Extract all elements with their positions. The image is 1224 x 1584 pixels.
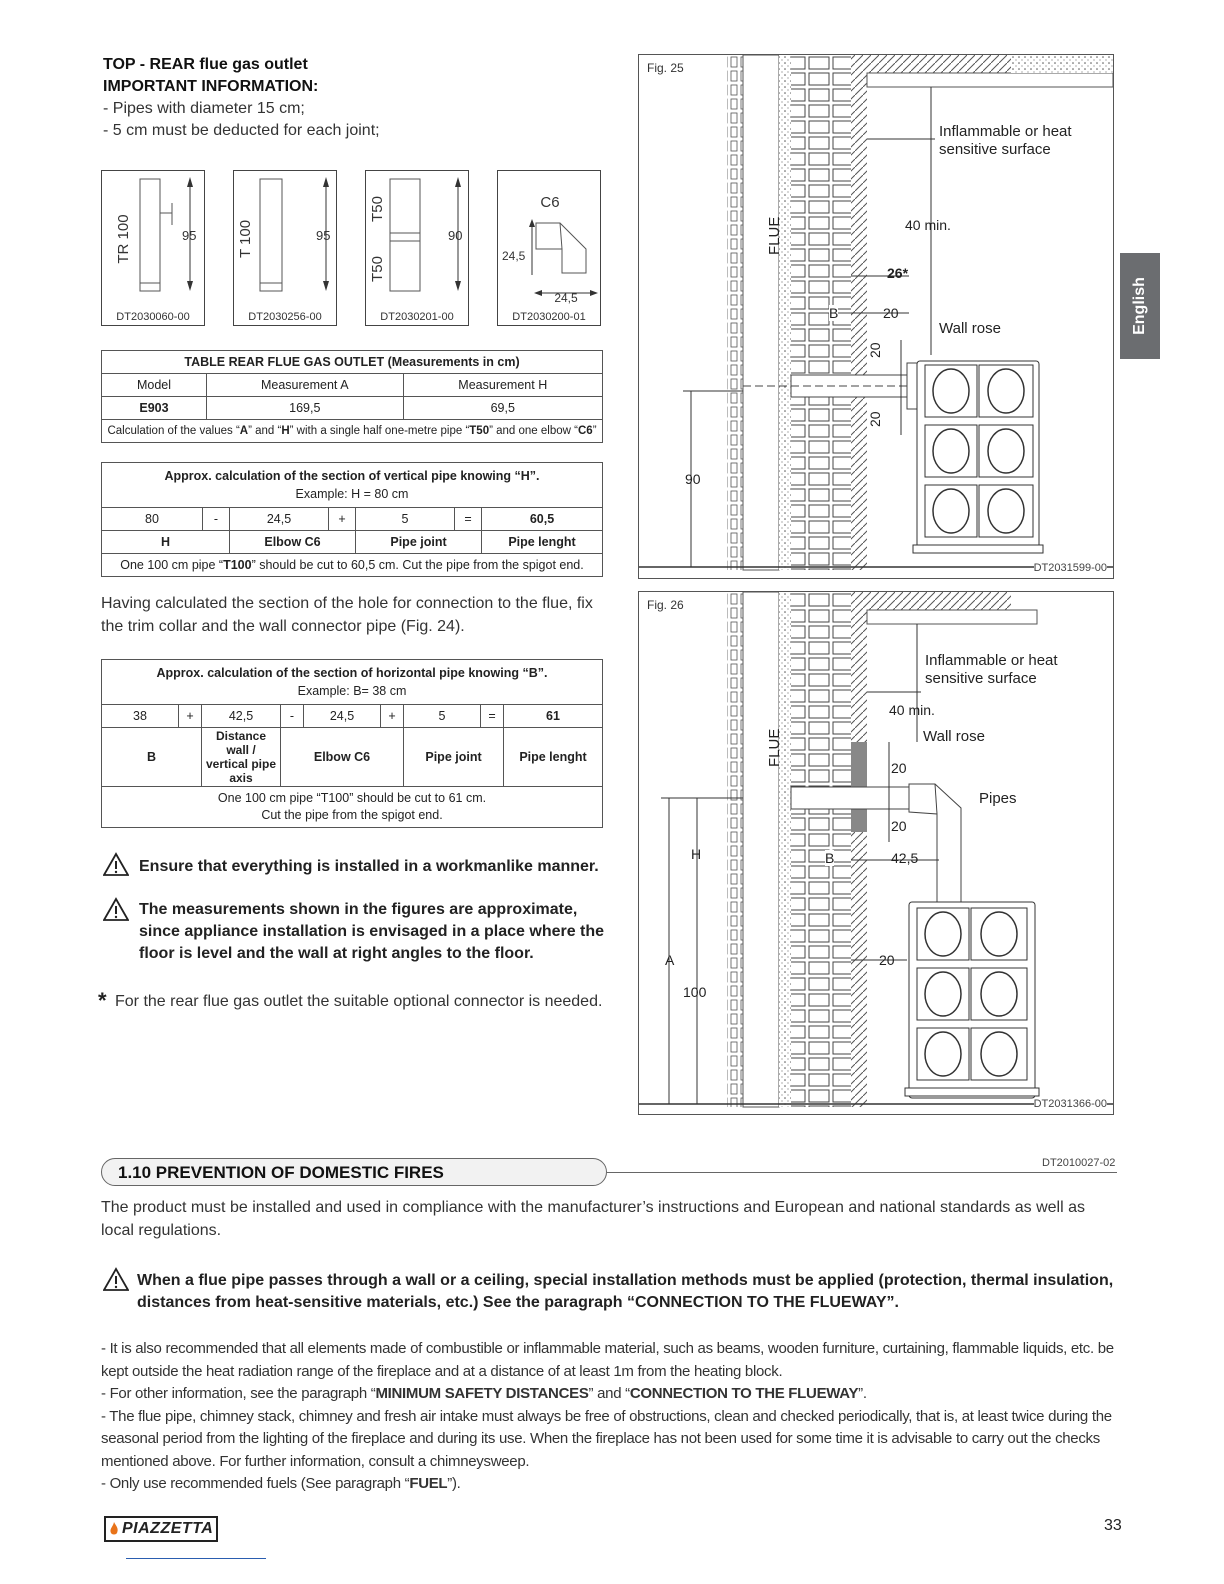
section-divider xyxy=(607,1172,1117,1173)
pipe-t50-code: DT2030201-00 xyxy=(380,311,454,323)
table-rear-model: E903 xyxy=(102,397,207,420)
tv-val-0: 80 xyxy=(102,508,203,531)
table-rear-flue xyxy=(101,350,603,443)
fig26-dim-20b: 20 xyxy=(891,818,907,834)
pipe-tr100-label: TR 100 xyxy=(115,214,132,264)
pipe-tr100-drawing xyxy=(102,171,206,311)
fig26-label: Fig. 26 xyxy=(647,598,684,612)
table-rear-value-a: 169,5 xyxy=(207,397,404,420)
th-val-3: - xyxy=(281,705,304,728)
warning-icon xyxy=(103,852,129,876)
para-hole: Having calculated the section of the hole for connection to the flue, fix the trim collar and the wall connector pipe (Fig. 24). xyxy=(101,595,593,635)
th-label-1: Distance wall / vertical pipe axis xyxy=(202,728,281,787)
table-vertical-header xyxy=(102,463,603,508)
fig25-dim-40: 40 min. xyxy=(905,217,951,233)
pipe-box-c6 xyxy=(497,170,601,326)
bullet-4: - Only use recommended fuels (See paragraph “FUEL”). xyxy=(101,1475,461,1492)
pipe-t50-drawing xyxy=(366,171,470,311)
table-vertical-example: Example: H = 80 cm xyxy=(295,487,409,501)
tv-val-5: = xyxy=(455,508,482,531)
intro-subtitle: IMPORTANT INFORMATION: xyxy=(103,78,319,95)
bullet-1: - It is also recommended that all elements made of combustible or inflammable material, such as beams, wooden furniture, curtaining, flammable liquids, etc. be kept outside the heat radiation range of the fireplace and at a distance of at least 1m from the heating block. xyxy=(101,1340,1114,1380)
section-code: DT2010027-02 xyxy=(1042,1157,1116,1169)
table-horizontal-example: Example: B= 38 cm xyxy=(297,684,407,698)
tv-val-3: + xyxy=(329,508,356,531)
table-rear-header-model: Model xyxy=(102,374,207,397)
section-title: 1.10 PREVENTION OF DOMESTIC FIRES xyxy=(118,1163,444,1182)
intro-block xyxy=(103,54,380,142)
th-val-4: 24,5 xyxy=(304,705,381,728)
fig26-dim-20a: 20 xyxy=(891,760,907,776)
brand-logo xyxy=(104,1516,218,1542)
language-tab[interactable] xyxy=(1120,253,1160,359)
th-label-3: Pipe joint xyxy=(404,728,504,787)
fig25-dim-20a: 20 xyxy=(867,342,883,358)
brand-name: PIAZZETTA xyxy=(122,1520,214,1537)
fig25-dim-90: 90 xyxy=(685,471,701,487)
th-label-4: Pipe lenght xyxy=(504,728,603,787)
section-heading xyxy=(101,1158,607,1186)
th-val-8: 61 xyxy=(504,705,603,728)
th-val-5: + xyxy=(381,705,404,728)
fig26-a-label: A xyxy=(665,952,675,968)
pipe-c6-code: DT2030200-01 xyxy=(512,311,586,323)
tv-label-1: Elbow C6 xyxy=(230,531,356,554)
table-horizontal-header xyxy=(102,660,603,705)
table-vertical-title: Approx. calculation of the section of vertical pipe knowing “H”. xyxy=(164,469,540,483)
fig25-dim-26: 26* xyxy=(887,265,909,281)
table-horizontal-note-2: Cut the pipe from the spigot end. xyxy=(261,808,443,822)
intro-title: TOP - REAR flue gas outlet xyxy=(103,56,308,73)
intro-line-2: - 5 cm must be deducted for each joint; xyxy=(103,122,380,139)
pipe-box-t50 xyxy=(365,170,469,326)
pipe-tr100-dim: 95 xyxy=(182,228,197,243)
table-horizontal-pipe xyxy=(101,659,603,828)
table-horizontal-note-1: One 100 cm pipe “T100” should be cut to 61 cm. xyxy=(217,791,487,805)
pipe-t100-drawing xyxy=(234,171,338,311)
fig25-code: DT2031599-00 xyxy=(1033,562,1107,574)
bullet-3: - The flue pipe, chimney stack, chimney and fresh air intake must always be free of obstructions, clean and checked periodically, that is, at least twice during the seasonal period from the lighting of the fireplace and during its use. When the fireplace has not been used for some time it is advisable to carry out the checks mentioned above. For further information, consult a chimneysweep. xyxy=(101,1407,1112,1470)
table-rear-header-a: Measurement A xyxy=(207,374,404,397)
page-number: 33 xyxy=(1104,1517,1122,1534)
table-rear-title: TABLE REAR FLUE GAS OUTLET (Measurements in cm) xyxy=(102,351,603,374)
fig26-wall-rose: Wall rose xyxy=(923,728,985,745)
table-vertical-pipe xyxy=(101,462,603,577)
tv-label-2: Pipe joint xyxy=(356,531,482,554)
tv-label-3: Pipe lenght xyxy=(482,531,603,554)
th-label-0: B xyxy=(102,728,202,787)
pipe-c6-dim-v: 24,5 xyxy=(502,249,526,263)
fig25-surface-label: Inflammable or heat sensitive surface xyxy=(939,123,1072,158)
asterisk-note: For the rear flue gas outlet the suitable optional connector is needed. xyxy=(115,993,603,1010)
pipe-box-t100 xyxy=(233,170,337,326)
fig26-h-label: H xyxy=(691,846,702,862)
flame-icon xyxy=(109,1522,119,1536)
footer-rule xyxy=(126,1558,266,1559)
language-tab-label: English xyxy=(1131,277,1148,335)
table-rear-header-h: Measurement H xyxy=(403,374,602,397)
warning-2: The measurements shown in the figures are approximate, since appliance installation is envisaged in a place where the floor is level and the wall at right angles to the floor. xyxy=(139,901,605,962)
pipe-t50-dim: 90 xyxy=(448,228,463,243)
table-horizontal-title: Approx. calculation of the section of horizontal pipe knowing “B”. xyxy=(156,666,548,680)
fig26-b-label: B xyxy=(825,850,835,866)
fig26-dim-100: 100 xyxy=(683,984,707,1000)
fig26-code: DT2031366-00 xyxy=(1033,1098,1107,1110)
pipe-c6-label: C6 xyxy=(540,194,560,211)
pipe-c6-dim-h: 24,5 xyxy=(554,291,578,305)
bullet-2: - For other information, see the paragraph “MINIMUM SAFETY DISTANCES” and “CONNECTION TO THE FLUEWAY”. xyxy=(101,1385,867,1402)
pipe-t100-label: T 100 xyxy=(237,219,254,259)
th-val-0: 38 xyxy=(102,705,179,728)
th-val-7: = xyxy=(481,705,504,728)
th-val-1: + xyxy=(179,705,202,728)
tv-val-4: 5 xyxy=(356,508,455,531)
tv-val-1: - xyxy=(203,508,230,531)
pipe-box-tr100 xyxy=(101,170,205,326)
fig26-dim-425: 42,5 xyxy=(891,850,919,866)
fig25-wall-rose: Wall rose xyxy=(939,320,1001,337)
fig25-flue-label: FLUE xyxy=(766,216,783,255)
pipe-t50-label-bottom: T50 xyxy=(369,256,386,282)
fig25-dim-20b: 20 xyxy=(867,411,883,427)
pipe-t100-code: DT2030256-00 xyxy=(248,311,322,323)
tv-label-0: H xyxy=(102,531,230,554)
fig26-dim-20c: 20 xyxy=(879,952,895,968)
warning-icon xyxy=(103,1267,129,1291)
fig25-dim-20: 20 xyxy=(883,305,899,321)
intro-line-1: - Pipes with diameter 15 cm; xyxy=(103,100,305,117)
table-horizontal-note xyxy=(102,787,603,828)
table-rear-value-h: 69,5 xyxy=(403,397,602,420)
pipe-t100-dim: 95 xyxy=(316,228,331,243)
pipe-tr100-code: DT2030060-00 xyxy=(116,311,190,323)
pipe-t50-label-top: T50 xyxy=(369,196,386,222)
figure-25 xyxy=(638,54,1114,579)
warning-icon xyxy=(103,897,129,921)
tv-val-2: 24,5 xyxy=(230,508,329,531)
fig25-label: Fig. 25 xyxy=(647,61,684,75)
fig26-pipes-label: Pipes xyxy=(979,790,1017,807)
section-warning: When a flue pipe passes through a wall or a ceiling, special installation methods must be applied (protection, thermal insulation, distances from heat-sensitive materials, etc.) See the paragraph “CONNECTION TO THE FLUEWAY”. xyxy=(137,1272,1114,1311)
table-rear-note: Calculation of the values “A” and “H” with a single half one-metre pipe “T50” and one elbow “C6” xyxy=(102,420,603,443)
tv-val-6: 60,5 xyxy=(482,508,603,531)
fig25-b-label: B xyxy=(829,305,839,321)
section-intro: The product must be installed and used in compliance with the manufacturer’s instructions and European and national standards as well as local regulations. xyxy=(101,1199,1085,1239)
fig26-dim-40: 40 min. xyxy=(889,702,935,718)
figure-26 xyxy=(638,591,1114,1115)
table-vertical-note: One 100 cm pipe “T100” should be cut to 60,5 cm. Cut the pipe from the spigot end. xyxy=(102,554,603,577)
fig26-surface-label: Inflammable or heat sensitive surface xyxy=(925,652,1058,687)
section-bullets xyxy=(101,1338,1117,1496)
th-val-2: 42,5 xyxy=(202,705,281,728)
asterisk-icon: * xyxy=(98,988,107,1013)
th-label-2: Elbow C6 xyxy=(281,728,404,787)
th-val-6: 5 xyxy=(404,705,481,728)
warning-1: Ensure that everything is installed in a workmanlike manner. xyxy=(139,858,599,875)
pipe-c6-drawing xyxy=(498,171,602,311)
fig26-flue-label: FLUE xyxy=(766,728,783,767)
